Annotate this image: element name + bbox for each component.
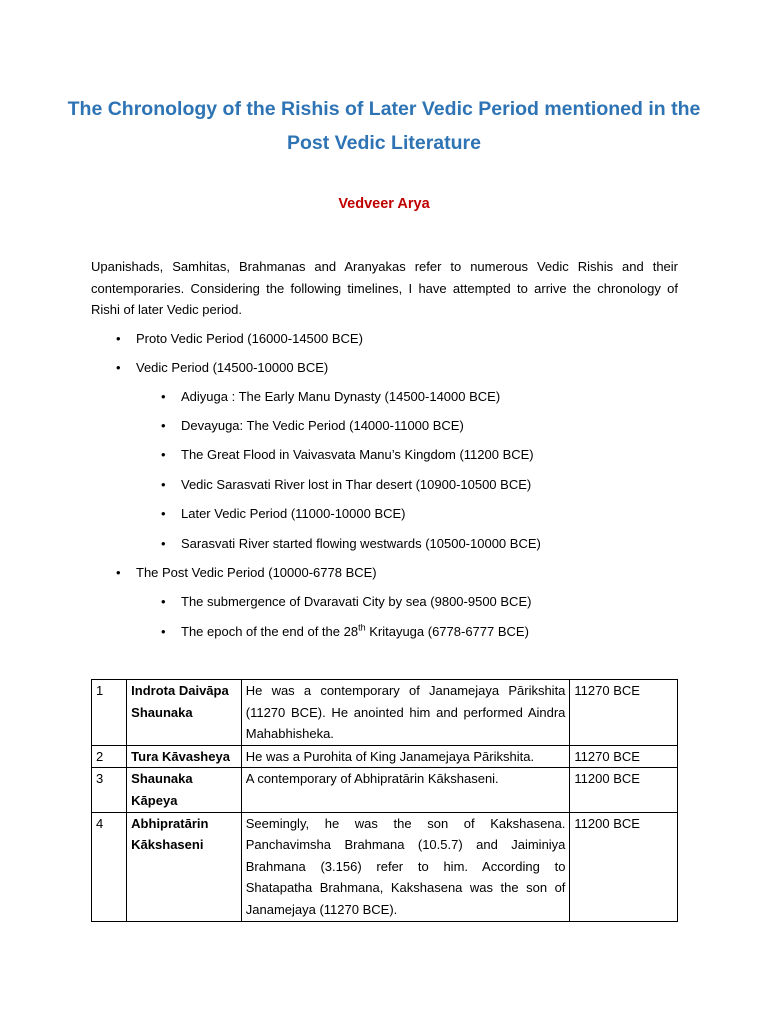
- timeline-subitem: [161, 388, 501, 406]
- bullet-icon: •: [116, 565, 121, 580]
- bullet-icon: •: [161, 594, 166, 609]
- timeline-subitem-label: The Great Flood in Vaivasvata Manu’s Kingdom (11200 BCE): [181, 447, 534, 462]
- rishi-description: A contemporary of Abhipratārin Kākshaseni.: [241, 768, 570, 812]
- bullet-icon: •: [161, 447, 166, 462]
- bullet-icon: •: [161, 418, 166, 433]
- bullet-icon: •: [116, 360, 121, 375]
- bullet-icon: •: [161, 389, 166, 404]
- timeline-item-vedic: [116, 359, 329, 377]
- timeline-subitem: [161, 476, 532, 494]
- rishi-description: He was a contemporary of Janamejaya Pārikshita (11270 BCE). He anointed him and performed Aindra Mahabhisheka.: [241, 680, 570, 746]
- bullet-icon: •: [116, 331, 121, 346]
- timeline-subitem-label: Devayuga: The Vedic Period (14000-11000 BCE): [181, 418, 464, 433]
- bullet-icon: •: [161, 624, 166, 639]
- table-row: [92, 745, 678, 768]
- epoch-superscript: th: [358, 622, 366, 633]
- table-row: [92, 812, 678, 921]
- timeline-subitem-label: Vedic Sarasvati River lost in Thar desert (10900-10500 BCE): [181, 477, 532, 492]
- timeline-subitem: [161, 593, 532, 611]
- timeline-item-proto-vedic: [116, 330, 363, 348]
- timeline-subitem-label: The submergence of Dvaravati City by sea (9800-9500 BCE): [181, 594, 532, 609]
- timeline-subitem-epoch: [161, 622, 529, 641]
- timeline-subitem-label: Later Vedic Period (11000-10000 BCE): [181, 506, 406, 521]
- timeline-item-label: Vedic Period (14500-10000 BCE): [136, 360, 329, 375]
- timeline-item-label: Proto Vedic Period (16000-14500 BCE): [136, 331, 363, 346]
- timeline-subitem: [161, 446, 534, 464]
- timeline-subitem: [161, 535, 541, 553]
- timeline-subitem-label: Adiyuga : The Early Manu Dynasty (14500-14000 BCE): [181, 389, 501, 404]
- row-number: 1: [92, 680, 127, 746]
- rishi-date: 11200 BCE: [570, 812, 678, 921]
- row-number: 3: [92, 768, 127, 812]
- bullet-icon: •: [161, 506, 166, 521]
- document-title: The Chronology of the Rishis of Later Vedic Period mentioned in the Post Vedic Literature: [67, 98, 701, 154]
- epoch-prefix: The epoch of the end of the 28: [181, 624, 359, 639]
- rishi-date: 11200 BCE: [570, 768, 678, 812]
- timeline-subitem-label: Sarasvati River started flowing westwards (10500-10000 BCE): [181, 536, 541, 551]
- rishi-description: Seemingly, he was the son of Kakshasena. Panchavimsha Brahmana (10.5.7) and Jaiminiya Brahmana (3.156) refer to him. According to Shatapatha Brahmana, Kakshasena was the son of Janamejaya (11270 BCE).: [241, 812, 570, 921]
- timeline-subitem: [161, 417, 464, 435]
- rishi-name: Shaunaka Kāpeya: [127, 768, 242, 812]
- author-name: Vedveer Arya: [338, 196, 430, 212]
- timeline-subitem: [161, 505, 406, 523]
- bullet-icon: •: [161, 536, 166, 551]
- rishi-chronology-table: [91, 679, 678, 922]
- timeline-item-post-vedic: [116, 564, 377, 582]
- intro-paragraph: Upanishads, Samhitas, Brahmanas and Aranyakas refer to numerous Vedic Rishis and their contemporaries. Considering the following timelines, I have attempted to arrive the chronology of Rishi of later Vedic period.: [91, 259, 678, 317]
- rishi-date: 11270 BCE: [570, 745, 678, 768]
- rishi-name: Tura Kāvasheya: [127, 745, 242, 768]
- bullet-icon: •: [161, 477, 166, 492]
- row-number: 4: [92, 812, 127, 921]
- rishi-description: He was a Purohita of King Janamejaya Pārikshita.: [241, 745, 570, 768]
- table-row: [92, 768, 678, 812]
- epoch-suffix: Kritayuga (6778-6777 BCE): [365, 624, 529, 639]
- rishi-date: 11270 BCE: [570, 680, 678, 746]
- timeline-item-label: The Post Vedic Period (10000-6778 BCE): [136, 565, 377, 580]
- rishi-name: Abhipratārin Kākshaseni: [127, 812, 242, 921]
- table-row: [92, 680, 678, 746]
- rishi-name: Indrota Daivāpa Shaunaka: [127, 680, 242, 746]
- row-number: 2: [92, 745, 127, 768]
